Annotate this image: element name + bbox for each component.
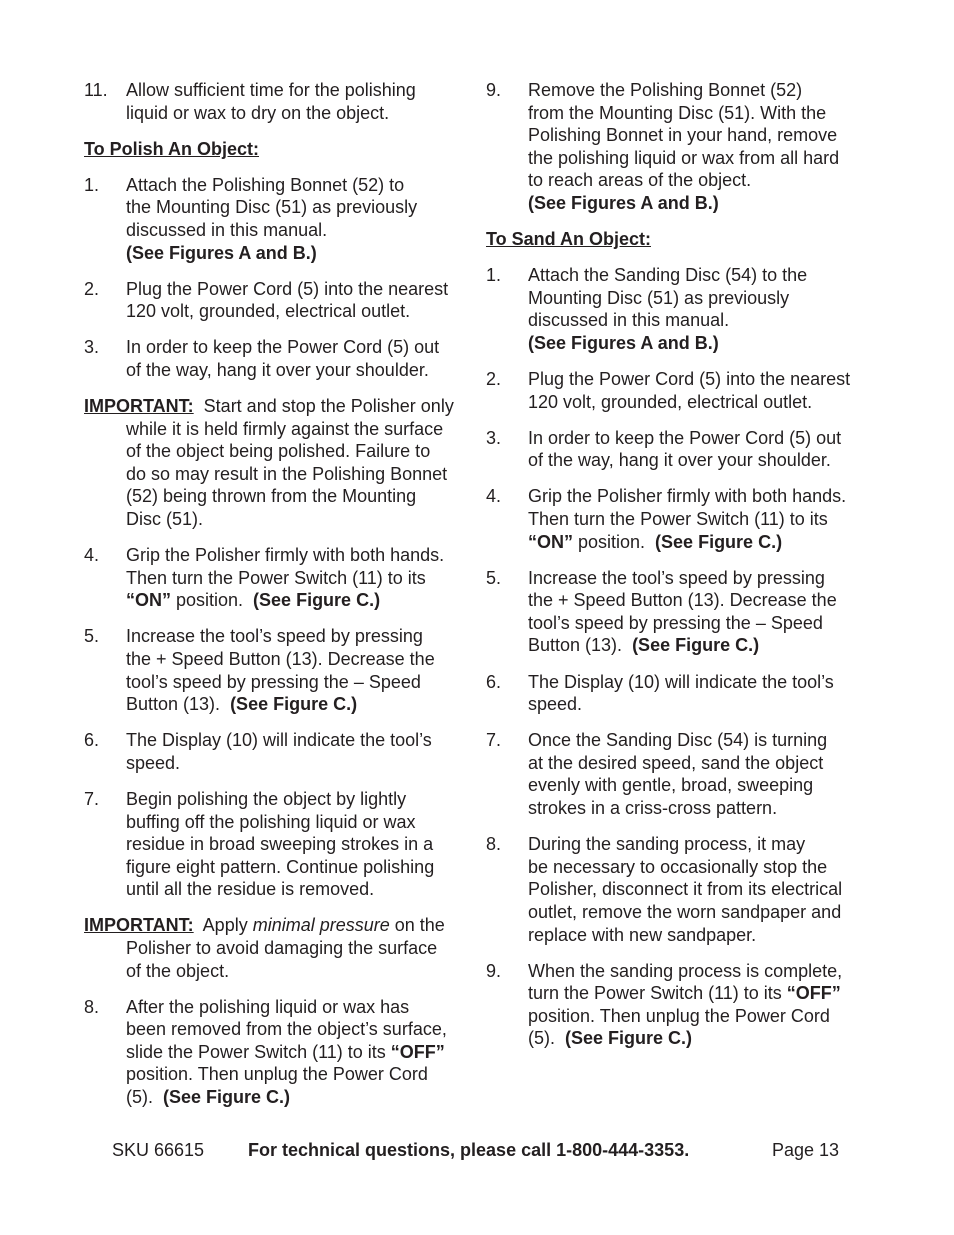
figure-reference: (See Figures A and B.) xyxy=(528,192,719,213)
figure-reference: (See Figure C.) xyxy=(163,1087,291,1108)
step-text: Button (13). xyxy=(126,694,231,715)
step-text: until all the residue is removed. xyxy=(126,879,375,900)
polish-step-7 xyxy=(84,788,474,901)
step-text: at the desired speed, sand the object xyxy=(528,752,824,773)
step-number: 7. xyxy=(84,788,100,809)
important-note-2 xyxy=(84,914,474,982)
step-text: replace with new sandpaper. xyxy=(528,924,757,945)
step-number: 8. xyxy=(84,996,100,1017)
step-text: position. xyxy=(573,531,656,552)
step-number: 5. xyxy=(486,567,502,588)
step-number: 6. xyxy=(84,730,100,751)
step-number: 2. xyxy=(486,369,502,390)
step-text: the + Speed Button (13). Decrease the xyxy=(528,590,837,611)
note-text: do so may result in the Polishing Bonnet xyxy=(126,463,448,484)
step-text: figure eight pattern. Continue polishing xyxy=(126,856,435,877)
step-11 xyxy=(84,79,474,124)
step-text: Remove the Polishing Bonnet (52) xyxy=(528,80,803,100)
sand-step-2 xyxy=(486,368,871,413)
step-text: of the way, hang it over your shoulder. xyxy=(528,450,831,471)
step-text: Attach the Polishing Bonnet (52) to xyxy=(126,174,405,195)
step-text: Plug the Power Cord (5) into the nearest xyxy=(528,369,851,390)
step-number: 6. xyxy=(486,671,502,692)
note-text: while it is held firmly against the surface xyxy=(126,418,444,439)
section-heading-polish: To Polish An Object: xyxy=(84,138,259,159)
step-text: turn the Power Switch (11) to its xyxy=(528,983,787,1004)
step-number: 4. xyxy=(84,545,100,566)
step-text: strokes in a criss-cross pattern. xyxy=(528,798,778,819)
step-text: slide the Power Switch (11) to its xyxy=(126,1041,391,1062)
on-label: “ON” xyxy=(528,531,573,552)
step-text: been removed from the object’s surface, xyxy=(126,1019,447,1040)
step-number: 11. xyxy=(84,80,108,100)
step-text: Plug the Power Cord (5) into the nearest xyxy=(126,278,449,299)
off-label: “OFF” xyxy=(786,983,841,1004)
note-text: (52) being thrown from the Mounting xyxy=(126,486,417,507)
note-text: Polisher to avoid damaging the surface xyxy=(126,938,438,958)
step-text: When the sanding process is complete, xyxy=(528,960,843,981)
note-text: of the object. xyxy=(126,960,230,981)
figure-reference: (See Figure C.) xyxy=(565,1028,693,1049)
step-text: discussed in this manual. xyxy=(126,219,328,240)
step-text: buffing off the polishing liquid or wax xyxy=(126,811,416,832)
sand-step-5 xyxy=(486,567,871,657)
step-text: tool’s speed by pressing the – Speed xyxy=(528,612,823,633)
step-number: 9. xyxy=(486,960,502,981)
step-text: position. Then unplug the Power Cord xyxy=(528,1005,830,1026)
sand-step-3 xyxy=(486,427,871,472)
note-text: Start and stop the Polisher only xyxy=(203,396,454,417)
important-label: IMPORTANT: xyxy=(84,915,194,936)
important-label: IMPORTANT: xyxy=(84,396,194,417)
step-text: Polisher, disconnect it from its electrical xyxy=(528,879,843,900)
important-note-1 xyxy=(84,395,474,531)
step-text: Grip the Polisher firmly with both hands. xyxy=(126,545,445,566)
step-text: speed. xyxy=(528,694,583,715)
step-text: After the polishing liquid or wax has xyxy=(126,996,410,1017)
polish-step-2 xyxy=(84,278,474,323)
page-number: Page 13 xyxy=(772,1140,840,1160)
step-text: evenly with gentle, broad, sweeping xyxy=(528,775,814,796)
step-text: Grip the Polisher firmly with both hands. xyxy=(528,486,847,507)
step-number: 4. xyxy=(486,486,502,507)
step-number: 3. xyxy=(84,337,100,358)
step-text: Allow sufficient time for the polishing xyxy=(126,80,416,100)
step-text: 120 volt, grounded, electrical outlet. xyxy=(528,391,813,412)
sand-step-4 xyxy=(486,485,871,553)
step-number: 2. xyxy=(84,278,100,299)
step-text: Button (13). xyxy=(528,635,633,656)
step-text: from the Mounting Disc (51). With the xyxy=(528,102,827,123)
step-text: Increase the tool’s speed by pressing xyxy=(126,626,423,647)
right-column xyxy=(486,79,871,1063)
note-text: Apply xyxy=(202,915,253,936)
step-text: position. Then unplug the Power Cord xyxy=(126,1064,428,1085)
note-text: Disc (51). xyxy=(126,509,204,529)
sand-step-1 xyxy=(486,264,871,354)
figure-reference: (See Figure C.) xyxy=(632,635,760,656)
step-text: to reach areas of the object. xyxy=(528,170,752,191)
step-text: the polishing liquid or wax from all hard xyxy=(528,147,840,168)
polish-step-1 xyxy=(84,174,474,264)
step-text: liquid or wax to dry on the object. xyxy=(126,102,390,123)
step-number: 9. xyxy=(486,80,502,100)
step-text: the Mounting Disc (51) as previously xyxy=(126,197,418,218)
figure-reference: (See Figures A and B.) xyxy=(126,242,317,263)
step-text: Then turn the Power Switch (11) to its xyxy=(126,567,426,588)
polish-step-8 xyxy=(84,996,474,1109)
step-text: Increase the tool’s speed by pressing xyxy=(528,567,825,588)
step-text: (5). xyxy=(126,1087,164,1108)
step-text: tool’s speed by pressing the – Speed xyxy=(126,671,421,692)
polish-step-6 xyxy=(84,729,474,774)
sku-number: SKU 66615 xyxy=(112,1140,205,1160)
note-text: of the object being polished. Failure to xyxy=(126,441,431,462)
step-text: In order to keep the Power Cord (5) out xyxy=(528,427,842,448)
on-label: “ON” xyxy=(126,590,171,611)
sand-step-6 xyxy=(486,671,871,716)
figure-reference: (See Figures A and B.) xyxy=(528,332,719,353)
page-footer xyxy=(0,1139,954,1163)
step-number: 1. xyxy=(486,265,502,286)
step-text: The Display (10) will indicate the tool’s xyxy=(126,730,432,751)
step-text: the + Speed Button (13). Decrease the xyxy=(126,648,435,669)
step-text: of the way, hang it over your shoulder. xyxy=(126,359,429,380)
polish-step-3 xyxy=(84,336,474,381)
sand-step-8 xyxy=(486,833,871,946)
left-column xyxy=(84,79,474,1122)
polish-step-4 xyxy=(84,544,474,612)
figure-reference: (See Figure C.) xyxy=(253,590,381,611)
step-text: residue in broad sweeping strokes in a xyxy=(126,834,434,855)
step-text: In order to keep the Power Cord (5) out xyxy=(126,337,440,358)
step-text: Attach the Sanding Disc (54) to the xyxy=(528,265,808,286)
step-text: Polishing Bonnet in your hand, remove xyxy=(528,125,838,146)
step-text: Then turn the Power Switch (11) to its xyxy=(528,509,828,529)
emphasis-text: minimal pressure xyxy=(252,915,390,936)
step-number: 5. xyxy=(84,626,100,647)
step-text: position. xyxy=(171,590,254,611)
step-text: Mounting Disc (51) as previously xyxy=(528,287,790,308)
note-text: on the xyxy=(389,915,445,936)
polish-step-5 xyxy=(84,625,474,715)
step-number: 8. xyxy=(486,834,502,855)
step-text: discussed in this manual. xyxy=(528,310,730,331)
step-text: speed. xyxy=(126,752,181,773)
step-text: outlet, remove the worn sandpaper and xyxy=(528,901,842,922)
step-number: 7. xyxy=(486,730,502,751)
step-text: During the sanding process, it may xyxy=(528,834,806,855)
step-text: Begin polishing the object by lightly xyxy=(126,788,407,809)
sand-step-9 xyxy=(486,960,871,1050)
step-text: 120 volt, grounded, electrical outlet. xyxy=(126,301,411,322)
step-number: 3. xyxy=(486,427,502,448)
off-label: “OFF” xyxy=(390,1041,445,1062)
tech-support-line: For technical questions, please call 1-800-444-3353. xyxy=(248,1140,690,1160)
section-heading-sand: To Sand An Object: xyxy=(486,229,651,250)
step-number: 1. xyxy=(84,174,100,195)
figure-reference: (See Figure C.) xyxy=(230,694,358,715)
step-text: be necessary to occasionally stop the xyxy=(528,856,828,877)
step-text: Once the Sanding Disc (54) is turning xyxy=(528,730,828,751)
figure-reference: (See Figure C.) xyxy=(655,531,783,552)
step-text: The Display (10) will indicate the tool’s xyxy=(528,671,834,692)
polish-step-9 xyxy=(486,79,871,215)
sand-step-7 xyxy=(486,729,871,819)
step-text: (5). xyxy=(528,1028,566,1049)
